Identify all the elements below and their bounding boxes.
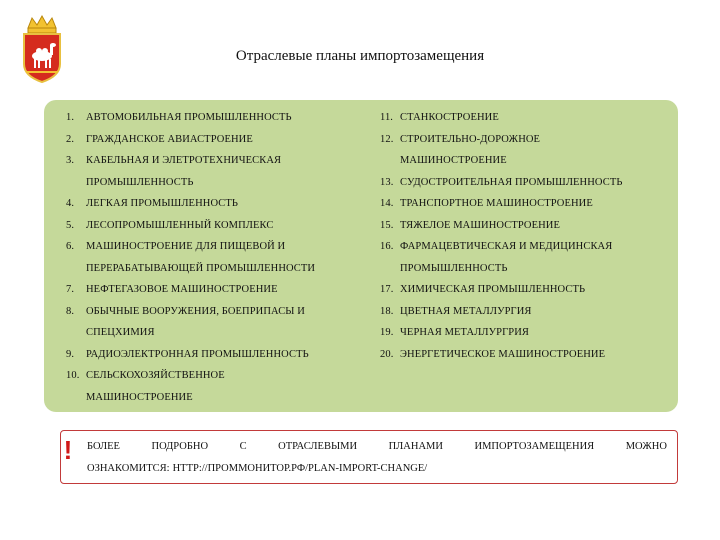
- industry-item-text: ПРОМЫШЛЕННОСТЬ: [86, 176, 194, 188]
- item-number: 4.: [66, 198, 75, 209]
- item-number: 3.: [66, 155, 75, 166]
- plan-link[interactable]: HTTP://ПРОММОНИТОР.РФ/PLAN-IMPORT-CHANGE/: [172, 463, 428, 474]
- note-word: ПЛАНАМИ: [388, 441, 443, 452]
- industry-list-panel: [44, 100, 678, 412]
- note-word: ИМПОРТОЗАМЕЩЕНИЯ: [474, 441, 595, 452]
- item-number: 16.: [380, 241, 394, 252]
- item-number: 17.: [380, 284, 394, 295]
- industry-item-text: ПЕРЕРАБАТЫВАЮЩЕЙ ПРОМЫШЛЕННОСТИ: [86, 262, 316, 274]
- item-number: 10.: [66, 370, 80, 381]
- item-number: 11.: [380, 112, 394, 123]
- item-number: 12.: [380, 133, 394, 145]
- industry-item-text: ФАРМАЦЕВТИЧЕСКАЯ И МЕДИЦИНСКАЯ: [400, 241, 613, 252]
- industry-item-text: ПРОМЫШЛЕННОСТЬ: [400, 262, 508, 274]
- item-number: 18.: [380, 305, 394, 317]
- industry-item-text: АВТОМОБИЛЬНАЯ ПРОМЫШЛЕННОСТЬ: [86, 112, 292, 123]
- industry-item-text: СТАНКОСТРОЕНИЕ: [400, 112, 499, 123]
- industry-item-text: ЧЕРНАЯ МЕТАЛЛУРГРИЯ: [400, 327, 530, 338]
- industry-item-text: ЦВЕТНАЯ МЕТАЛЛУРГИЯ: [400, 305, 532, 317]
- industry-item-text: ХИМИЧЕСКАЯ ПРОМЫШЛЕННОСТЬ: [400, 284, 586, 295]
- industry-item-text: ЛЕСОПРОМЫШЛЕННЫЙ КОМПЛЕКС: [86, 219, 274, 231]
- item-number: 14.: [380, 198, 394, 209]
- note-word: ПОДРОБНО: [151, 441, 209, 452]
- item-number: 6.: [66, 241, 75, 252]
- industry-item-text: ЭНЕРГЕТИЧЕСКОЕ МАШИНОСТРОЕНИЕ: [400, 348, 606, 360]
- page-title: Отраслевые планы импортозамещения: [235, 48, 485, 64]
- note-text: ОЗНАКОМИТСЯ:: [87, 463, 170, 474]
- industry-item-text: МАШИНОСТРОЕНИЕ: [86, 391, 193, 403]
- industry-item-text: ТРАНСПОРТНОЕ МАШИНОСТРОЕНИЕ: [400, 198, 593, 209]
- industry-item-text: МАШИНОСТРОЕНИЕ ДЛЯ ПИЩЕВОЙ И: [86, 241, 286, 252]
- industry-item-text: ТЯЖЕЛОЕ МАШИНОСТРОЕНИЕ: [400, 219, 560, 231]
- industry-item-text: СПЕЦХИМИЯ: [86, 327, 155, 338]
- item-number: 8.: [66, 305, 75, 317]
- note-word: С: [239, 441, 247, 452]
- note-line-1: [87, 441, 667, 452]
- item-number: 13.: [380, 176, 394, 188]
- note-line-2: [87, 463, 427, 474]
- industry-item-text: МАШИНОСТРОЕНИЕ: [400, 155, 507, 166]
- coat-of-arms-icon: [18, 14, 66, 84]
- item-number: 2.: [66, 133, 75, 145]
- industry-item-text: ГРАЖДАНСКОЕ АВИАСТРОЕНИЕ: [86, 133, 253, 145]
- exclamation-icon: !: [63, 435, 73, 465]
- industry-item-text: СТРОИТЕЛЬНО-ДОРОЖНОЕ: [400, 133, 541, 145]
- industry-item-text: СЕЛЬСКОХОЗЯЙСТВЕННОЕ: [86, 370, 225, 381]
- item-number: 9.: [66, 348, 75, 360]
- industry-item-text: РАДИОЭЛЕКТРОННАЯ ПРОМЫШЛЕННОСТЬ: [86, 348, 309, 360]
- info-note: [60, 430, 678, 484]
- item-number: 5.: [66, 219, 75, 231]
- item-number: 20.: [380, 348, 394, 360]
- note-word: БОЛЕЕ: [87, 441, 120, 452]
- item-number: 1.: [66, 112, 75, 123]
- note-word: МОЖНО: [625, 441, 667, 452]
- item-number: 15.: [380, 219, 394, 231]
- crown-icon: [28, 16, 56, 33]
- note-word: ОТРАСЛЕВЫМИ: [278, 441, 358, 452]
- item-number: 19.: [380, 327, 394, 338]
- industry-item-text: КАБЕЛЬНАЯ И ЭЛЕТРОТЕХНИЧЕСКАЯ: [86, 155, 282, 166]
- industry-item-text: ЛЕГКАЯ ПРОМЫШЛЕННОСТЬ: [86, 198, 238, 209]
- industry-item-text: СУДОСТРОИТЕЛЬНАЯ ПРОМЫШЛЕННОСТЬ: [400, 176, 623, 188]
- industry-item-text: ОБЫЧНЫЕ ВООРУЖЕНИЯ, БОЕПРИПАСЫ И: [86, 305, 305, 317]
- item-number: 7.: [66, 284, 75, 295]
- industry-item-text: НЕФТЕГАЗОВОЕ МАШИНОСТРОЕНИЕ: [86, 284, 278, 295]
